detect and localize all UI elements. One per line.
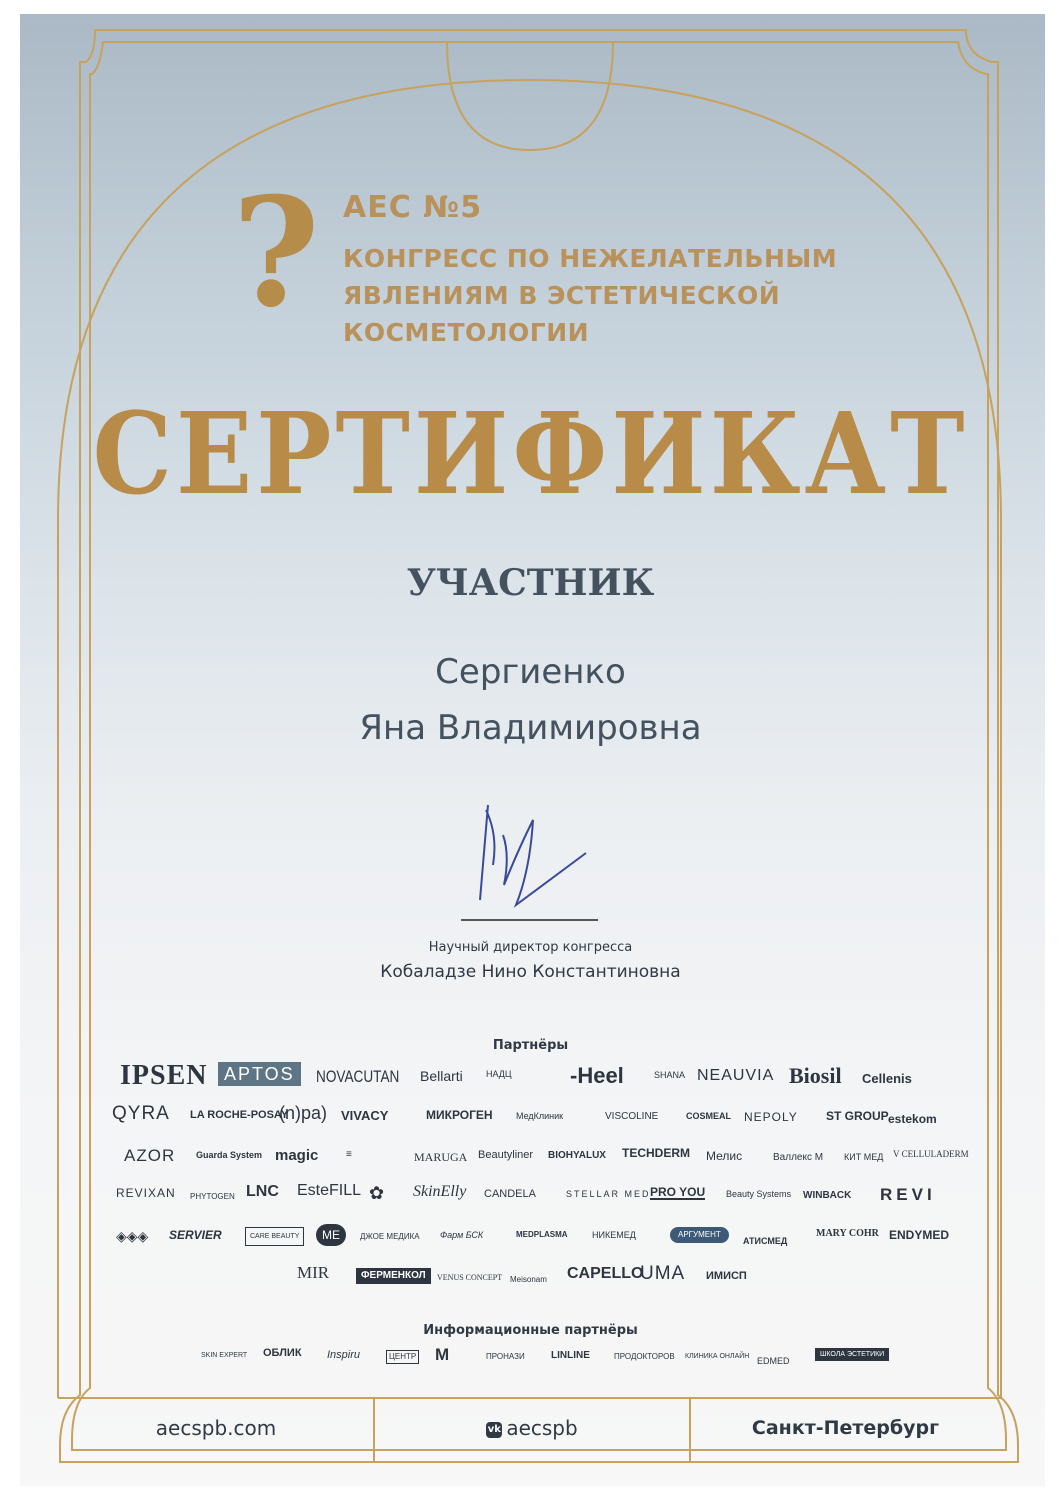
partner-logo: Валлекс М	[773, 1152, 824, 1163]
info-partner-logo: Inspiru	[327, 1349, 361, 1361]
info-partner-logo: ЦЕНТР	[386, 1350, 419, 1364]
partner-logo: ДЖОЕ МЕДИКА	[360, 1232, 420, 1241]
partner-logo: V CELLULADERM	[893, 1149, 969, 1159]
partner-logo: magic	[275, 1147, 319, 1164]
partner-logo: МИКРОГЕН	[426, 1108, 493, 1122]
city-label: Санкт-Петербург	[751, 1417, 940, 1439]
partner-logo: ME	[316, 1224, 346, 1246]
partner-logo: ◈◈◈	[116, 1228, 149, 1244]
congress-line-2: ЯВЛЕНИЯМ В ЭСТЕТИЧЕСКОЙ	[343, 281, 781, 310]
partner-logo: NEPOLY	[744, 1110, 798, 1124]
partner-logo: Beautyliner	[478, 1149, 534, 1161]
partner-logo: VIVACY	[341, 1108, 389, 1123]
partner-logo: PHYTOGEN	[190, 1192, 235, 1201]
partner-logo: SHANA	[654, 1070, 686, 1080]
website-link[interactable]: aecspb.com	[155, 1416, 277, 1440]
director-signature	[458, 795, 603, 930]
partner-logo: NOVACUTAN	[316, 1067, 400, 1086]
partner-logo: Мелис	[706, 1149, 743, 1163]
participant-surname: Сергиенко	[435, 652, 626, 692]
info-partners-title: Информационные партнёры	[423, 1323, 638, 1338]
partners-title: Партнёры	[492, 1038, 569, 1053]
partner-logo: МедКлиник	[516, 1111, 564, 1121]
director-role: Научный директор конгресса	[428, 940, 633, 955]
partner-logo: LA ROCHE-POSAY	[190, 1109, 289, 1121]
partner-logo: (n)pa)	[279, 1103, 328, 1123]
partner-logo: НАДЦ	[486, 1069, 512, 1079]
partner-logo: Beauty Systems	[726, 1189, 792, 1199]
info-partner-logo: ОБЛИК	[263, 1347, 302, 1359]
partner-logo: AZOR	[124, 1146, 176, 1165]
partner-logo: АРГУМЕНТ	[670, 1227, 729, 1243]
partner-logo: Фарм БСК	[440, 1230, 484, 1240]
partner-logo: Bellarti	[420, 1068, 463, 1084]
partner-logo: EsteFILL	[297, 1182, 362, 1199]
partner-logo: estekom	[888, 1112, 937, 1126]
info-partner-logo: EDMED	[757, 1356, 790, 1366]
partner-logo: VISCOLINE	[605, 1111, 659, 1122]
partner-logo: UMA	[640, 1263, 686, 1284]
partner-logo: VENUS CONCEPT	[437, 1273, 503, 1282]
partner-logo: CANDELA	[484, 1188, 536, 1200]
participant-role: УЧАСТНИК	[406, 562, 655, 604]
info-partner-logo: LINLINE	[551, 1350, 590, 1361]
partner-logo: КИТ МЕД	[844, 1152, 884, 1162]
partner-logo: Cellenis	[862, 1071, 912, 1086]
partner-logo: ENDYMED	[889, 1228, 950, 1242]
participant-given-names: Яна Владимировна	[359, 708, 702, 748]
director-name: Кобаладзе Нино Константиновна	[380, 962, 681, 982]
partner-logo: Biosil	[789, 1063, 842, 1088]
partner-logo: STELLAR MED	[566, 1189, 651, 1199]
info-partner-logo: ПРОДОКТОРОВ	[614, 1352, 675, 1361]
partner-logo: REVI	[880, 1185, 936, 1204]
partner-logo: Guarda System	[196, 1150, 263, 1160]
partner-logo: ИМИСП	[706, 1270, 747, 1282]
partner-logo: MARUGA	[414, 1150, 468, 1164]
vk-icon: vk	[486, 1422, 502, 1438]
partner-logo: COSMEAL	[686, 1111, 731, 1121]
vk-link[interactable]	[374, 1398, 690, 1458]
partner-logo: TECHDERM	[622, 1146, 690, 1160]
partner-logo: QYRA	[112, 1103, 170, 1124]
partner-logo: IPSEN	[120, 1060, 208, 1091]
info-partner-logo: КЛИНИКА ОНЛАЙН	[685, 1353, 750, 1360]
partner-logo: АТИСМЕД	[743, 1236, 788, 1246]
partner-logo: REVIXAN	[116, 1186, 176, 1200]
partner-logo: ≡	[346, 1149, 352, 1160]
partner-logo: ФЕРМЕНКОЛ	[356, 1268, 431, 1284]
certificate-title: СЕРТИФИКАТ	[92, 387, 969, 521]
partner-logo: MIR	[297, 1263, 330, 1282]
vk-handle: aecspb	[506, 1416, 578, 1440]
partner-logo: SkinElly	[413, 1183, 467, 1200]
question-mark-logo-icon: ?	[232, 165, 320, 341]
partner-logo: NEAUVIA	[697, 1067, 775, 1084]
partner-logo: ST GROUP	[826, 1109, 889, 1123]
info-partner-logo: ПРОНАЗИ	[486, 1352, 525, 1361]
event-title: АЕС №5	[343, 190, 483, 225]
partner-logo: MEDPLASMA	[516, 1230, 568, 1239]
congress-line-3: КОСМЕТОЛОГИИ	[343, 318, 590, 347]
info-partner-logo: М	[435, 1345, 450, 1364]
partner-logo: WINBACK	[803, 1190, 852, 1201]
congress-line-1: КОНГРЕСС ПО НЕЖЕЛАТЕЛЬНЫМ	[343, 244, 838, 273]
partner-logo: PRO YOU	[650, 1185, 706, 1199]
partner-logo: НИКЕМЕД	[592, 1230, 636, 1240]
partner-logo: -Heel	[570, 1063, 624, 1088]
partner-logo: BIOHYALUX	[548, 1150, 606, 1161]
partner-logo: Meisonam	[510, 1275, 547, 1284]
congress-title	[343, 240, 863, 351]
partner-logo: SERVIER	[169, 1228, 222, 1242]
partner-logo: CAPELLO	[567, 1265, 644, 1282]
partner-logo: ✿	[369, 1183, 385, 1203]
partner-logo: LNC	[246, 1183, 279, 1200]
partner-logo: CARE BEAUTY	[245, 1227, 304, 1246]
partner-logo: APTOS	[218, 1062, 301, 1086]
partner-logo: MARY COHR	[816, 1228, 879, 1239]
info-partner-logo: SKIN EXPERT	[201, 1352, 248, 1359]
info-partner-logo: ШКОЛА ЭСТЕТИКИ	[815, 1348, 889, 1361]
